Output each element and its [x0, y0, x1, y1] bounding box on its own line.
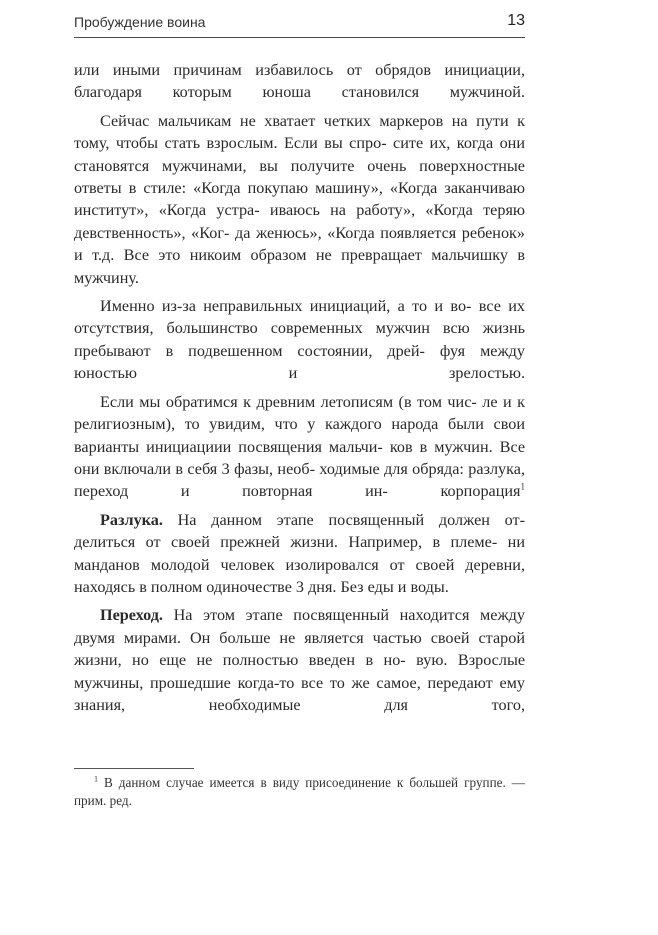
- line: корпорация: [440, 482, 521, 501]
- line: никоим образом не превращает мальчишку в мужчину.: [74, 246, 525, 287]
- section-lead-separation: Разлука.: [100, 510, 163, 529]
- line: вую. Взрослые мужчины, прошедшие когда-то все то же: [74, 651, 526, 692]
- line: деревни, находясь в полном одиночестве 3 дня. Без еды: [74, 555, 526, 596]
- paragraph-3: [74, 295, 525, 385]
- line: иваюсь на работу», «Когда теряю девственность», «Ког-: [74, 201, 525, 242]
- paragraph-1: [74, 59, 525, 104]
- line: все их отсутствия, большинство современных мужчин: [74, 297, 526, 338]
- paragraph-separation: [74, 509, 525, 599]
- paragraph-4: [74, 391, 525, 503]
- paragraph-2: [74, 110, 525, 289]
- line: ле и к религиозным), то увидим, что у каждого народа: [74, 392, 525, 434]
- line: самое, передают ему знания, необходимые для того,: [74, 673, 525, 714]
- page-header: [74, 9, 525, 38]
- line: делиться от своей прежней жизни. Например, в племе-: [74, 533, 498, 552]
- line: и воды.: [397, 577, 449, 596]
- footnote: [74, 774, 525, 810]
- line: всю жизнь пребывают в подвешенном состоянии, дрей-: [74, 319, 525, 360]
- body-text: [74, 59, 525, 722]
- line: были свои варианты инициациии посвящения мальчи-: [74, 415, 526, 456]
- line: Если мы обратимся к древним летописям (в том чис-: [100, 392, 477, 411]
- line: ходимые для обряда: разлука, переход и повторная ин-: [74, 459, 525, 501]
- footnote-reference[interactable]: 1: [520, 481, 525, 492]
- line: машину», «Когда заканчиваю институт», «Когда устра-: [74, 179, 525, 220]
- line: сите их, когда они становятся мужчинами, вы получите: [74, 134, 525, 175]
- line: ков в мужчин. Все они включали в себя 3 фазы, необ-: [74, 437, 526, 478]
- footnote-marker: 1: [94, 774, 98, 784]
- line: фуя между юностью и зрелостью.: [74, 341, 526, 383]
- line: да женюсь», «Когда появляется ребенок» и т.д. Все это: [74, 223, 525, 265]
- line: на пути к тому, чтобы стать взрослым. Если вы спро-: [74, 111, 525, 153]
- running-title: Пробуждение воина: [74, 14, 206, 30]
- line: между двумя мирами. Он больше не является частью: [74, 606, 525, 647]
- line: своей старой жизни, но еще не полностью введен в но-: [74, 628, 525, 670]
- line: Сейчас мальчикам не хватает четких маркеров: [100, 111, 444, 130]
- footnote-text: В данном случае имеется в виду присоединение к большей группе. — прим. ред.: [74, 775, 525, 808]
- line: На этом этапе посвященный находится: [162, 606, 470, 625]
- line: благодаря которым юноша становился мужчиной.: [74, 83, 525, 102]
- line: На данном этапе посвященный должен от-: [162, 510, 525, 529]
- line: очень поверхностные ответы в стиле: «Когда покупаю: [74, 156, 525, 198]
- section-lead-transition: Переход.: [100, 606, 163, 625]
- footnote-divider: [74, 768, 194, 769]
- paragraph-transition: [74, 604, 525, 716]
- line: или иными причинам избавилось от обрядов инициации,: [74, 61, 525, 79]
- page-number: 13: [507, 12, 525, 29]
- line: ни манданов молодой человек изолировался от своей: [74, 533, 525, 574]
- line: Именно из-за неправильных инициаций, а то и во-: [100, 297, 472, 316]
